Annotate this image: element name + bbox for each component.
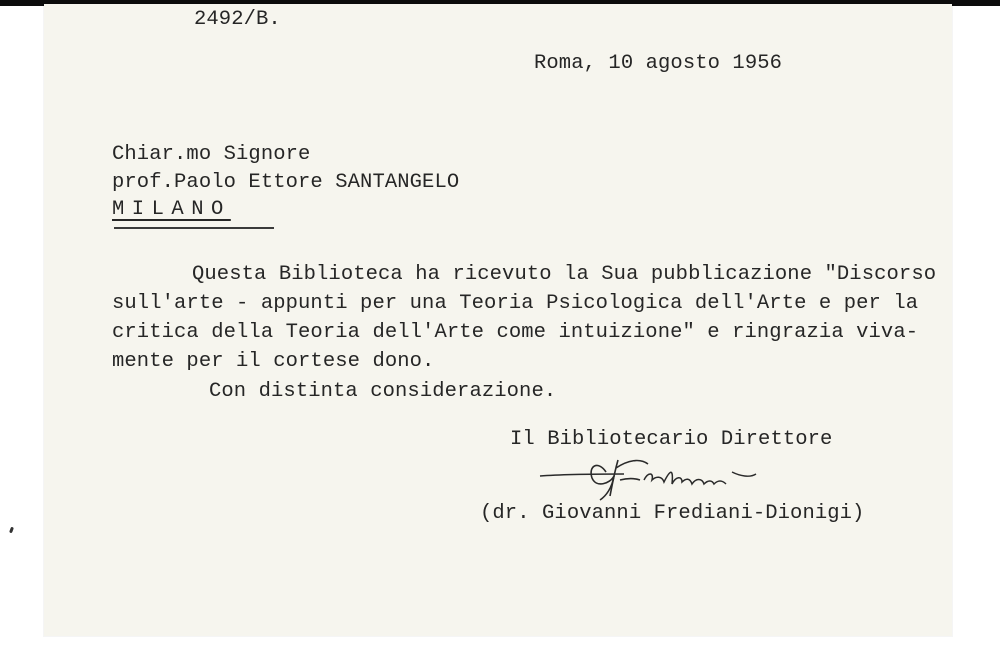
reference-number: 2492/B. xyxy=(194,8,281,31)
body-line-1: Questa Biblioteca ha ricevuto la Sua pubblicazione "Discorso xyxy=(192,263,937,286)
body-line-3: critica della Teoria dell'Arte come intuizione" e ringrazia viva- xyxy=(112,321,919,344)
letter-card xyxy=(44,4,952,636)
signatory-title: Il Bibliotecario Direttore xyxy=(510,428,833,451)
body-line-2: sull'arte - appunti per una Teoria Psicologica dell'Arte e per la xyxy=(112,292,919,315)
scan-speck xyxy=(9,527,14,534)
recipient-city: MILANO xyxy=(112,198,231,221)
city-underline xyxy=(114,227,274,229)
place-date: Roma, 10 agosto 1956 xyxy=(534,52,783,75)
recipient-name: prof.Paolo Ettore SANTANGELO xyxy=(112,171,460,194)
signatory-name: (dr. Giovanni Frediani-Dionigi) xyxy=(480,502,865,525)
handwritten-signature xyxy=(536,450,772,504)
closing-line: Con distinta considerazione. xyxy=(209,380,557,403)
body-line-4: mente per il cortese dono. xyxy=(112,350,435,373)
recipient-salutation: Chiar.mo Signore xyxy=(112,143,311,166)
